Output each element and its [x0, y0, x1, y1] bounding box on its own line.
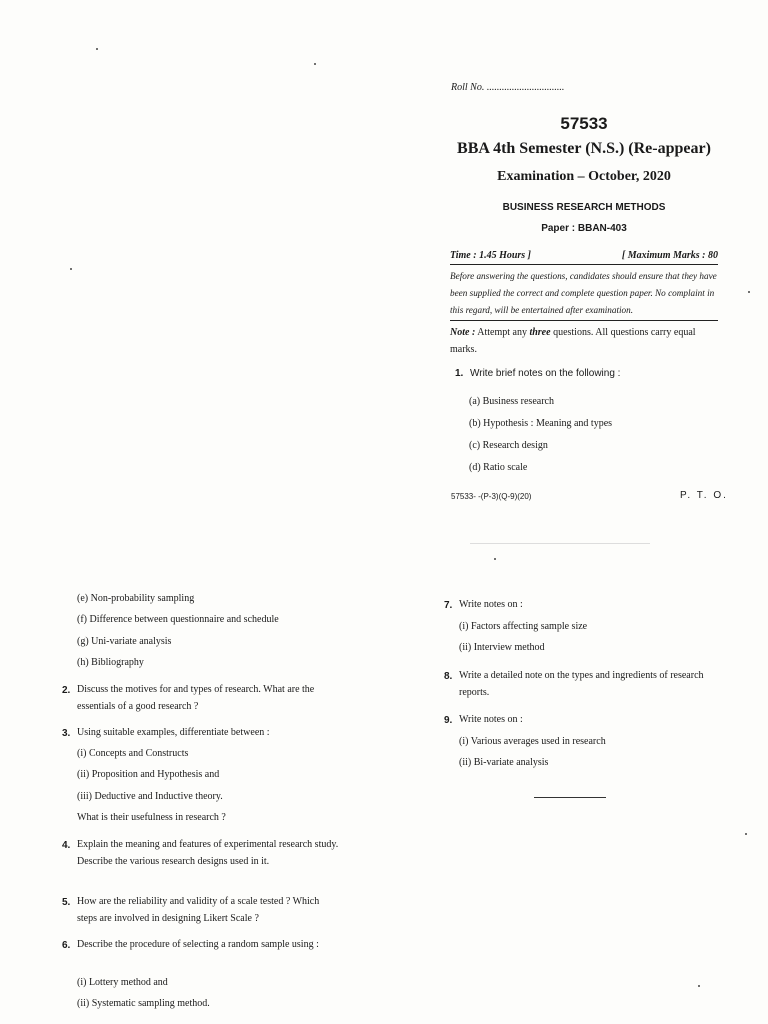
question-number: 3. [62, 728, 71, 739]
end-divider [534, 797, 606, 798]
note-text-post: questions. All questions carry equal marks. [450, 327, 696, 355]
note-label: Note : [450, 327, 476, 338]
question-number: 9. [444, 715, 453, 726]
question-item: (f) Difference between questionnaire and schedule [77, 614, 279, 625]
question-item: (d) Ratio scale [469, 462, 528, 473]
question-number: 8. [444, 671, 453, 682]
examination-title: Examination – October, 2020 [497, 169, 671, 184]
instruction-text: Before answering the questions, candidates should ensure that they have been supplied the correct and complete question paper. No complaint in this regard, will be entertained after examination. [450, 268, 718, 321]
question-text: Write notes on : [459, 599, 523, 610]
question-item: (i) Factors affecting sample size [459, 621, 588, 632]
note-emphasis: three [529, 327, 551, 338]
semester-title: BBA 4th Semester (N.S.) (Re-appear) [457, 140, 711, 157]
question-item: (ii) Proposition and Hypothesis and [77, 769, 220, 780]
question-item: (c) Research design [469, 440, 548, 451]
note-text-pre: Attempt any [477, 327, 527, 338]
scan-speck [70, 268, 72, 270]
question-item: (a) Business research [469, 396, 554, 407]
question-item: (iii) Deductive and Inductive theory. [77, 791, 223, 802]
question-text: Discuss the motives for and types of research. What are the essentials of a good research ? [77, 684, 315, 712]
scan-speck [748, 291, 750, 293]
question-number: 7. [444, 600, 453, 611]
maximum-marks: [ Maximum Marks : 80 [621, 250, 718, 261]
question-item: (ii) Bi-variate analysis [459, 757, 549, 768]
question-text: Explain the meaning and features of experimental research study. Describe the various research designs used in it. [77, 839, 339, 867]
question-item: (h) Bibliography [77, 657, 144, 668]
scan-speck [494, 558, 496, 560]
question-text: Write brief notes on the following : [470, 368, 621, 379]
question-number: 4. [62, 840, 71, 851]
question-item: (i) Lottery method and [77, 977, 168, 988]
question-text: Describe the procedure of selecting a random sample using : [77, 939, 319, 950]
subject-title: BUSINESS RESEARCH METHODS [502, 202, 666, 213]
page-turn-over: P. T. O. [680, 490, 728, 501]
question-text: How are the reliability and validity of a scale tested ? Which steps are involved in designing Likert Scale ? [77, 896, 320, 924]
question-number: 5. [62, 897, 71, 908]
scan-speck [96, 48, 98, 50]
paper-number: Paper : BBAN-403 [541, 223, 627, 234]
scan-speck [314, 63, 316, 65]
question-item: (ii) Interview method [459, 642, 545, 653]
question-text: Using suitable examples, differentiate between : [77, 727, 270, 738]
question-number: 2. [62, 685, 71, 696]
time-allowed: Time : 1.45 Hours ] [450, 250, 532, 261]
footer-code: 57533- -(P-3)(Q-9)(20) [451, 492, 532, 501]
paper-code: 57533 [560, 114, 608, 133]
question-item: (i) Concepts and Constructs [77, 748, 189, 759]
time-marks-row [450, 250, 718, 265]
question-number: 6. [62, 940, 71, 951]
roll-number-line: Roll No. ............................... [451, 82, 565, 93]
scan-speck [698, 985, 700, 987]
scan-artifact-line [470, 543, 650, 544]
question-number: 1. [455, 368, 464, 379]
question-item: (e) Non-probability sampling [77, 593, 195, 604]
question-text: Write a detailed note on the types and ingredients of research reports. [459, 670, 704, 698]
question-item: (ii) Systematic sampling method. [77, 998, 210, 1009]
scan-speck [745, 833, 747, 835]
note-block [450, 324, 718, 358]
question-text: Write notes on : [459, 714, 523, 725]
question-item: (b) Hypothesis : Meaning and types [469, 418, 613, 429]
question-item: (g) Uni-variate analysis [77, 636, 172, 647]
question-followup: What is their usefulness in research ? [77, 812, 226, 823]
question-item: (i) Various averages used in research [459, 736, 606, 747]
